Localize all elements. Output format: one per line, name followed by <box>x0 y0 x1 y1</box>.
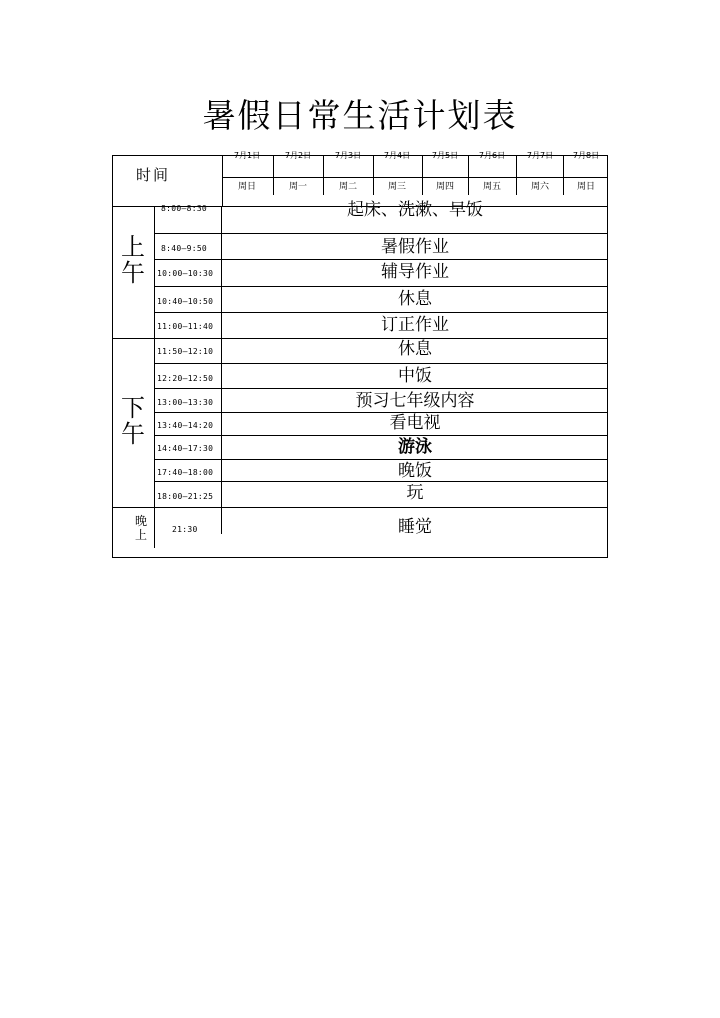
date-label: 7月2日 <box>284 151 312 160</box>
weekday-label: 周日 <box>237 182 256 192</box>
weekday-label: 周三 <box>387 182 406 192</box>
time-slot: 21:30 <box>172 525 198 534</box>
date-label: 7月8日 <box>572 151 600 160</box>
weekday-label: 周日 <box>576 182 595 192</box>
table-rule <box>222 177 608 178</box>
weekday-label: 周六 <box>530 182 549 192</box>
activity-text: 中饭 <box>398 366 432 386</box>
date-label: 7月5日 <box>431 151 459 160</box>
date-label: 7月4日 <box>383 151 411 160</box>
date-label: 7月6日 <box>478 151 506 160</box>
activity-text: 看电视 <box>389 413 441 433</box>
time-slot: 18:00—21:25 <box>157 492 214 501</box>
activity-text: 起床、洗漱、早饭 <box>347 200 483 220</box>
time-slot: 17:40—18:00 <box>157 468 214 477</box>
time-slot: 11:00—11:40 <box>157 322 214 331</box>
period-afternoon: 下午 <box>121 394 145 448</box>
time-slot: 11:50—12:10 <box>157 347 214 356</box>
time-slot: 13:00—13:30 <box>157 398 214 407</box>
activity-text: 暑假作业 <box>381 237 449 257</box>
table-rule <box>154 363 608 364</box>
activity-text: 休息 <box>398 289 432 309</box>
time-slot: 12:20—12:50 <box>157 374 214 383</box>
table-rule <box>154 233 608 234</box>
activity-text: 辅导作业 <box>381 262 449 282</box>
weekday-label: 周四 <box>435 182 454 192</box>
table-rule <box>154 286 608 287</box>
date-label: 7月7日 <box>526 151 554 160</box>
weekday-label: 周一 <box>288 182 307 192</box>
time-slot: 8:00—8:30 <box>161 204 208 213</box>
date-label: 7月1日 <box>233 151 261 160</box>
activity-text: 游泳 <box>398 437 432 457</box>
period-evening: 晚上 <box>134 514 147 542</box>
activity-text: 订正作业 <box>381 315 449 335</box>
weekday-label: 周五 <box>482 182 501 192</box>
activity-text: 晚饭 <box>398 461 432 481</box>
activity-text: 睡觉 <box>398 517 432 537</box>
time-slot: 10:40—10:50 <box>157 297 214 306</box>
table-rule <box>154 259 608 260</box>
table-rule <box>154 388 608 389</box>
time-slot: 13:40—14:20 <box>157 421 214 430</box>
activity-text: 休息 <box>398 339 432 359</box>
time-slot: 14:40—17:30 <box>157 444 214 453</box>
table-rule <box>112 507 608 508</box>
date-label: 7月3日 <box>334 151 362 160</box>
time-slot: 10:00—10:30 <box>157 269 214 278</box>
weekday-label: 周二 <box>338 182 357 192</box>
time-slot: 8:40—9:50 <box>161 244 208 253</box>
document-title: 暑假日常生活计划表 <box>202 96 518 135</box>
activity-text: 玩 <box>406 483 424 503</box>
period-morning: 上午 <box>121 233 145 287</box>
table-rule <box>154 206 155 548</box>
time-header: 时间 <box>136 166 171 184</box>
table-rule <box>154 312 608 313</box>
activity-text: 预习七年级内容 <box>355 391 475 411</box>
